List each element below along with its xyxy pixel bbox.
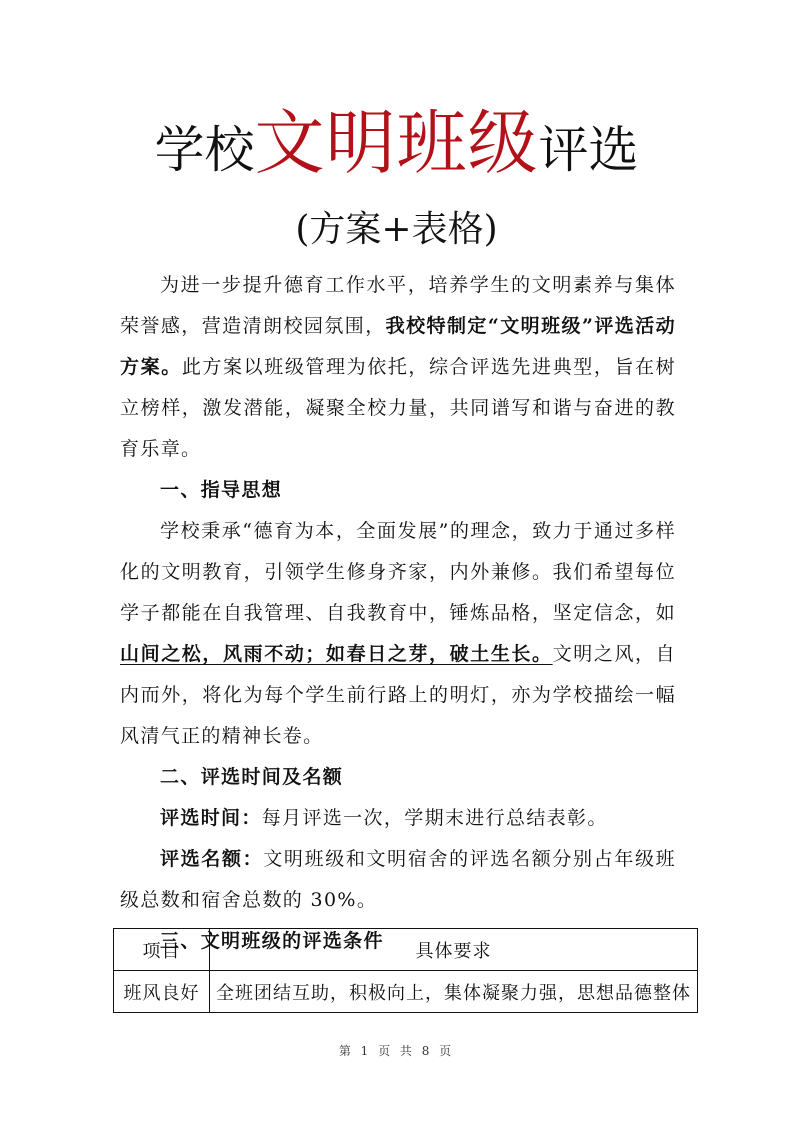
section3-heading: 三、文明班级的评选条件	[160, 930, 384, 952]
document-subtitle: (方案+表格)	[295, 209, 498, 250]
table-cell-item: 班风良好	[114, 971, 210, 1013]
evaluation-time-value: 每月评选一次，学期末进行总结表彰。	[261, 807, 608, 829]
table-header-requirement: 具体要求	[210, 929, 698, 971]
title-highlight: 文明班级	[254, 102, 539, 184]
table-header-row	[114, 929, 698, 971]
document-title	[0, 102, 793, 184]
evaluation-quota-value: 文明班级和文明宿舍的评选名额分别占年级班级总数和宿舍总数的 30%。	[120, 848, 676, 911]
evaluation-time-paragraph	[120, 798, 676, 839]
table-row	[114, 971, 698, 1013]
intro-text-before: 为进一步提升德育工作水平，培养学生的文明素养与集体荣誉感，营造清朗校园氛围，	[120, 274, 676, 337]
table-header-item: 项目	[114, 929, 210, 971]
evaluation-time-label: 评选时间：	[160, 807, 262, 829]
criteria-table	[113, 928, 698, 1013]
section2-heading: 二、评选时间及名额	[160, 766, 344, 788]
evaluation-quota-label: 评选名额：	[160, 848, 264, 870]
page-footer: 第 1 页 共 8 页	[338, 1044, 455, 1058]
evaluation-quota-paragraph	[120, 839, 676, 921]
document-body	[120, 265, 676, 962]
section1-heading: 一、指导思想	[160, 479, 283, 501]
section1-paragraph	[120, 511, 676, 757]
title-suffix: 评选	[538, 121, 639, 179]
section1-underlined-text: 山间之松，风雨不动；如春日之芽，破土生长。	[120, 643, 553, 665]
table-cell-requirement: 全班团结互助，积极向上，集体凝聚力强，思想品德整体	[210, 971, 698, 1013]
section1-text-after: 文明之风，自内而外，将化为每个学生前行路上的明灯，亦为学校描绘一幅风清气正的精神长卷。	[120, 643, 676, 747]
intro-text-after: 此方案以班级管理为依托，综合评选先进典型，旨在树立榜样，激发潜能，凝聚全校力量，共同谱写和谐与奋进的教育乐章。	[120, 356, 676, 460]
section1-text-before: 学校秉承“德育为本，全面发展”的理念，致力于通过多样化的文明教育，引领学生修身齐家，内外兼修。我们希望每位学子都能在自我管理、自我教育中，锤炼品格，坚定信念，如	[120, 520, 676, 624]
intro-paragraph	[120, 265, 676, 470]
title-prefix: 学校	[154, 121, 255, 179]
intro-bold-text: 我校特制定“文明班级”评选活动方案。	[120, 315, 676, 378]
